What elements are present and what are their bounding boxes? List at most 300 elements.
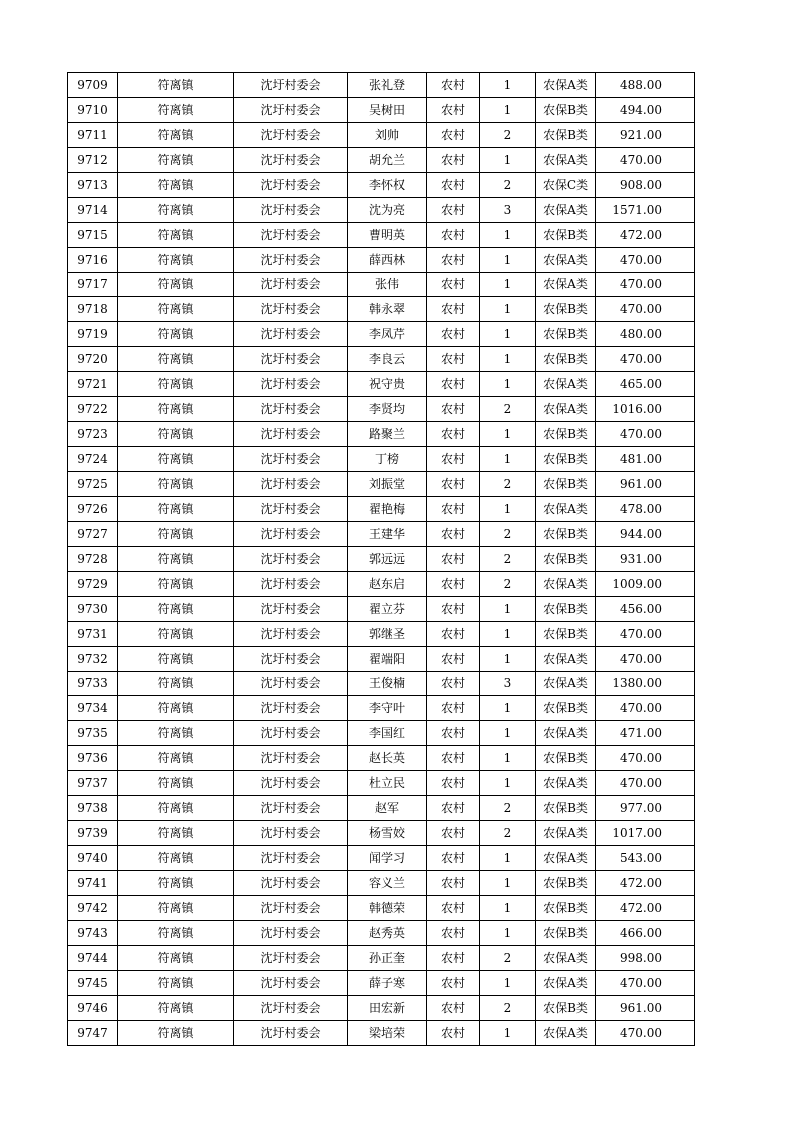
cell-category: 农保B类 (536, 222, 596, 247)
cell-type: 农村 (427, 147, 480, 172)
cell-village: 沈圩村委会 (234, 73, 348, 98)
cell-type: 农村 (427, 172, 480, 197)
cell-type: 农村 (427, 846, 480, 871)
table-row (68, 671, 695, 696)
cell-name: 张礼登 (348, 73, 427, 98)
cell-amount: 1016.00 (596, 397, 695, 422)
table-row (68, 347, 695, 372)
cell-category: 农保A类 (536, 721, 596, 746)
cell-name: 赵东启 (348, 571, 427, 596)
cell-name: 薛子寒 (348, 970, 427, 995)
table-row (68, 920, 695, 945)
cell-type: 农村 (427, 447, 480, 472)
cell-type: 农村 (427, 721, 480, 746)
cell-amount: 472.00 (596, 222, 695, 247)
table-row (68, 97, 695, 122)
cell-amount: 478.00 (596, 496, 695, 521)
cell-count: 2 (480, 122, 536, 147)
cell-amount: 470.00 (596, 621, 695, 646)
table-row (68, 372, 695, 397)
cell-id: 9738 (68, 796, 118, 821)
cell-name: 李凤芹 (348, 322, 427, 347)
cell-village: 沈圩村委会 (234, 1020, 348, 1045)
cell-amount: 543.00 (596, 846, 695, 871)
cell-town: 符离镇 (118, 596, 234, 621)
cell-count: 1 (480, 596, 536, 621)
cell-count: 1 (480, 771, 536, 796)
table-row (68, 397, 695, 422)
cell-id: 9715 (68, 222, 118, 247)
cell-type: 农村 (427, 397, 480, 422)
table-row (68, 272, 695, 297)
cell-id: 9736 (68, 746, 118, 771)
cell-id: 9743 (68, 920, 118, 945)
cell-village: 沈圩村委会 (234, 920, 348, 945)
cell-town: 符离镇 (118, 447, 234, 472)
cell-count: 3 (480, 671, 536, 696)
table-row (68, 696, 695, 721)
cell-category: 农保A类 (536, 771, 596, 796)
cell-village: 沈圩村委会 (234, 771, 348, 796)
cell-type: 农村 (427, 671, 480, 696)
cell-town: 符离镇 (118, 521, 234, 546)
cell-count: 2 (480, 472, 536, 497)
cell-count: 1 (480, 97, 536, 122)
cell-count: 1 (480, 746, 536, 771)
cell-type: 农村 (427, 222, 480, 247)
cell-name: 郭继圣 (348, 621, 427, 646)
cell-count: 1 (480, 970, 536, 995)
cell-category: 农保B类 (536, 596, 596, 621)
cell-count: 1 (480, 297, 536, 322)
cell-count: 2 (480, 821, 536, 846)
cell-name: 吴树田 (348, 97, 427, 122)
cell-type: 农村 (427, 521, 480, 546)
cell-type: 农村 (427, 322, 480, 347)
cell-town: 符离镇 (118, 871, 234, 896)
cell-amount: 480.00 (596, 322, 695, 347)
cell-count: 2 (480, 546, 536, 571)
cell-category: 农保B类 (536, 895, 596, 920)
cell-name: 曹明英 (348, 222, 427, 247)
cell-name: 路聚兰 (348, 422, 427, 447)
cell-name: 李国红 (348, 721, 427, 746)
cell-name: 沈为亮 (348, 197, 427, 222)
cell-amount: 470.00 (596, 646, 695, 671)
table-row (68, 571, 695, 596)
cell-town: 符离镇 (118, 322, 234, 347)
cell-amount: 1571.00 (596, 197, 695, 222)
cell-type: 农村 (427, 920, 480, 945)
table-row (68, 646, 695, 671)
cell-village: 沈圩村委会 (234, 147, 348, 172)
cell-count: 1 (480, 147, 536, 172)
cell-id: 9744 (68, 945, 118, 970)
cell-name: 刘帅 (348, 122, 427, 147)
cell-id: 9719 (68, 322, 118, 347)
cell-type: 农村 (427, 970, 480, 995)
cell-id: 9722 (68, 397, 118, 422)
cell-category: 农保B类 (536, 995, 596, 1020)
cell-type: 农村 (427, 895, 480, 920)
cell-town: 符离镇 (118, 796, 234, 821)
cell-amount: 931.00 (596, 546, 695, 571)
cell-category: 农保B类 (536, 347, 596, 372)
cell-category: 农保B类 (536, 97, 596, 122)
cell-category: 农保C类 (536, 172, 596, 197)
cell-category: 农保B类 (536, 422, 596, 447)
cell-village: 沈圩村委会 (234, 546, 348, 571)
cell-name: 王俊楠 (348, 671, 427, 696)
cell-name: 韩德荣 (348, 895, 427, 920)
cell-id: 9732 (68, 646, 118, 671)
table-row (68, 721, 695, 746)
cell-category: 农保A类 (536, 970, 596, 995)
cell-id: 9710 (68, 97, 118, 122)
cell-count: 1 (480, 422, 536, 447)
cell-type: 农村 (427, 73, 480, 98)
table-row (68, 197, 695, 222)
cell-amount: 466.00 (596, 920, 695, 945)
cell-village: 沈圩村委会 (234, 397, 348, 422)
cell-amount: 944.00 (596, 521, 695, 546)
cell-town: 符离镇 (118, 920, 234, 945)
cell-name: 容义兰 (348, 871, 427, 896)
cell-id: 9717 (68, 272, 118, 297)
cell-category: 农保B类 (536, 122, 596, 147)
table-row (68, 73, 695, 98)
cell-count: 1 (480, 646, 536, 671)
table-row (68, 995, 695, 1020)
cell-name: 赵秀英 (348, 920, 427, 945)
table-row (68, 172, 695, 197)
cell-town: 符离镇 (118, 222, 234, 247)
cell-town: 符离镇 (118, 122, 234, 147)
cell-town: 符离镇 (118, 721, 234, 746)
cell-type: 农村 (427, 97, 480, 122)
cell-count: 1 (480, 347, 536, 372)
cell-village: 沈圩村委会 (234, 122, 348, 147)
cell-id: 9745 (68, 970, 118, 995)
cell-count: 2 (480, 172, 536, 197)
cell-town: 符离镇 (118, 846, 234, 871)
cell-town: 符离镇 (118, 496, 234, 521)
cell-category: 农保B类 (536, 472, 596, 497)
cell-id: 9716 (68, 247, 118, 272)
cell-amount: 488.00 (596, 73, 695, 98)
cell-count: 1 (480, 73, 536, 98)
cell-type: 农村 (427, 197, 480, 222)
cell-amount: 961.00 (596, 995, 695, 1020)
cell-id: 9726 (68, 496, 118, 521)
cell-count: 1 (480, 322, 536, 347)
cell-category: 农保B类 (536, 297, 596, 322)
cell-type: 农村 (427, 122, 480, 147)
cell-id: 9714 (68, 197, 118, 222)
cell-type: 农村 (427, 372, 480, 397)
table-row (68, 621, 695, 646)
cell-id: 9741 (68, 871, 118, 896)
cell-amount: 470.00 (596, 272, 695, 297)
table-row (68, 447, 695, 472)
cell-amount: 465.00 (596, 372, 695, 397)
cell-village: 沈圩村委会 (234, 871, 348, 896)
cell-amount: 472.00 (596, 871, 695, 896)
cell-amount: 470.00 (596, 746, 695, 771)
cell-amount: 470.00 (596, 297, 695, 322)
cell-category: 农保A类 (536, 646, 596, 671)
cell-amount: 1380.00 (596, 671, 695, 696)
cell-amount: 481.00 (596, 447, 695, 472)
cell-type: 农村 (427, 746, 480, 771)
cell-category: 农保A类 (536, 1020, 596, 1045)
cell-village: 沈圩村委会 (234, 945, 348, 970)
cell-village: 沈圩村委会 (234, 422, 348, 447)
cell-name: 刘振堂 (348, 472, 427, 497)
cell-id: 9742 (68, 895, 118, 920)
cell-amount: 470.00 (596, 247, 695, 272)
cell-count: 2 (480, 796, 536, 821)
cell-type: 农村 (427, 347, 480, 372)
table-row (68, 970, 695, 995)
cell-category: 农保A类 (536, 846, 596, 871)
table-row (68, 147, 695, 172)
cell-id: 9747 (68, 1020, 118, 1045)
cell-type: 农村 (427, 646, 480, 671)
cell-town: 符离镇 (118, 970, 234, 995)
cell-name: 李怀权 (348, 172, 427, 197)
cell-town: 符离镇 (118, 696, 234, 721)
cell-town: 符离镇 (118, 571, 234, 596)
cell-category: 农保B类 (536, 696, 596, 721)
cell-type: 农村 (427, 297, 480, 322)
cell-id: 9721 (68, 372, 118, 397)
cell-type: 农村 (427, 771, 480, 796)
cell-amount: 470.00 (596, 1020, 695, 1045)
cell-town: 符离镇 (118, 73, 234, 98)
table-row (68, 422, 695, 447)
cell-category: 农保A类 (536, 945, 596, 970)
cell-count: 3 (480, 197, 536, 222)
cell-category: 农保A类 (536, 821, 596, 846)
cell-name: 闻学习 (348, 846, 427, 871)
cell-name: 赵长英 (348, 746, 427, 771)
table-row (68, 796, 695, 821)
cell-amount: 470.00 (596, 696, 695, 721)
cell-id: 9723 (68, 422, 118, 447)
table-row (68, 895, 695, 920)
cell-village: 沈圩村委会 (234, 846, 348, 871)
cell-category: 农保B类 (536, 621, 596, 646)
table-row (68, 122, 695, 147)
cell-amount: 908.00 (596, 172, 695, 197)
cell-count: 1 (480, 1020, 536, 1045)
cell-count: 1 (480, 846, 536, 871)
cell-count: 1 (480, 372, 536, 397)
cell-village: 沈圩村委会 (234, 621, 348, 646)
cell-id: 9712 (68, 147, 118, 172)
table-row (68, 247, 695, 272)
cell-id: 9733 (68, 671, 118, 696)
cell-town: 符离镇 (118, 247, 234, 272)
cell-id: 9727 (68, 521, 118, 546)
cell-count: 2 (480, 397, 536, 422)
cell-category: 农保A类 (536, 247, 596, 272)
cell-town: 符离镇 (118, 546, 234, 571)
cell-category: 农保A类 (536, 671, 596, 696)
cell-category: 农保B类 (536, 447, 596, 472)
cell-count: 1 (480, 272, 536, 297)
cell-id: 9740 (68, 846, 118, 871)
cell-type: 农村 (427, 696, 480, 721)
cell-town: 符离镇 (118, 97, 234, 122)
cell-category: 农保A类 (536, 571, 596, 596)
cell-village: 沈圩村委会 (234, 247, 348, 272)
cell-name: 田宏新 (348, 995, 427, 1020)
cell-category: 农保B类 (536, 871, 596, 896)
cell-name: 杨雪姣 (348, 821, 427, 846)
table-row (68, 472, 695, 497)
table-row (68, 297, 695, 322)
cell-town: 符离镇 (118, 1020, 234, 1045)
cell-count: 2 (480, 521, 536, 546)
cell-village: 沈圩村委会 (234, 746, 348, 771)
cell-town: 符离镇 (118, 821, 234, 846)
cell-type: 农村 (427, 496, 480, 521)
cell-id: 9746 (68, 995, 118, 1020)
cell-type: 农村 (427, 247, 480, 272)
cell-name: 韩永翠 (348, 297, 427, 322)
cell-amount: 977.00 (596, 796, 695, 821)
cell-town: 符离镇 (118, 472, 234, 497)
cell-category: 农保A类 (536, 272, 596, 297)
cell-village: 沈圩村委会 (234, 447, 348, 472)
cell-name: 梁培荣 (348, 1020, 427, 1045)
cell-amount: 921.00 (596, 122, 695, 147)
cell-amount: 470.00 (596, 970, 695, 995)
table-row (68, 596, 695, 621)
cell-category: 农保A类 (536, 73, 596, 98)
cell-village: 沈圩村委会 (234, 821, 348, 846)
cell-village: 沈圩村委会 (234, 995, 348, 1020)
cell-count: 1 (480, 696, 536, 721)
cell-village: 沈圩村委会 (234, 696, 348, 721)
cell-name: 翟艳梅 (348, 496, 427, 521)
cell-amount: 1009.00 (596, 571, 695, 596)
table-row (68, 322, 695, 347)
cell-id: 9711 (68, 122, 118, 147)
cell-id: 9728 (68, 546, 118, 571)
cell-village: 沈圩村委会 (234, 97, 348, 122)
cell-type: 农村 (427, 546, 480, 571)
cell-village: 沈圩村委会 (234, 571, 348, 596)
cell-type: 农村 (427, 596, 480, 621)
cell-amount: 1017.00 (596, 821, 695, 846)
cell-count: 1 (480, 920, 536, 945)
cell-id: 9720 (68, 347, 118, 372)
cell-category: 农保A类 (536, 397, 596, 422)
table-row (68, 1020, 695, 1045)
cell-id: 9730 (68, 596, 118, 621)
cell-town: 符离镇 (118, 297, 234, 322)
cell-name: 李良云 (348, 347, 427, 372)
cell-town: 符离镇 (118, 671, 234, 696)
cell-village: 沈圩村委会 (234, 796, 348, 821)
table-row (68, 945, 695, 970)
cell-amount: 470.00 (596, 771, 695, 796)
table-row (68, 746, 695, 771)
cell-category: 农保B类 (536, 920, 596, 945)
cell-count: 1 (480, 721, 536, 746)
cell-town: 符离镇 (118, 746, 234, 771)
cell-village: 沈圩村委会 (234, 970, 348, 995)
cell-id: 9718 (68, 297, 118, 322)
cell-category: 农保A类 (536, 147, 596, 172)
cell-name: 胡允兰 (348, 147, 427, 172)
cell-village: 沈圩村委会 (234, 472, 348, 497)
cell-category: 农保B类 (536, 521, 596, 546)
cell-id: 9709 (68, 73, 118, 98)
cell-name: 翟立芬 (348, 596, 427, 621)
cell-count: 1 (480, 895, 536, 920)
cell-town: 符离镇 (118, 397, 234, 422)
cell-town: 符离镇 (118, 422, 234, 447)
cell-town: 符离镇 (118, 272, 234, 297)
cell-type: 农村 (427, 945, 480, 970)
cell-town: 符离镇 (118, 197, 234, 222)
cell-town: 符离镇 (118, 945, 234, 970)
cell-amount: 456.00 (596, 596, 695, 621)
cell-id: 9725 (68, 472, 118, 497)
cell-village: 沈圩村委会 (234, 521, 348, 546)
cell-id: 9729 (68, 571, 118, 596)
cell-id: 9713 (68, 172, 118, 197)
cell-amount: 470.00 (596, 422, 695, 447)
cell-village: 沈圩村委会 (234, 297, 348, 322)
cell-amount: 470.00 (596, 347, 695, 372)
table-row (68, 871, 695, 896)
cell-count: 1 (480, 496, 536, 521)
cell-name: 李守叶 (348, 696, 427, 721)
cell-name: 翟端阳 (348, 646, 427, 671)
cell-type: 农村 (427, 422, 480, 447)
cell-category: 农保A类 (536, 372, 596, 397)
table-row (68, 222, 695, 247)
table-row (68, 821, 695, 846)
cell-id: 9737 (68, 771, 118, 796)
cell-count: 2 (480, 571, 536, 596)
cell-type: 农村 (427, 272, 480, 297)
cell-town: 符离镇 (118, 621, 234, 646)
cell-amount: 494.00 (596, 97, 695, 122)
cell-name: 薛西林 (348, 247, 427, 272)
cell-name: 王建华 (348, 521, 427, 546)
cell-town: 符离镇 (118, 372, 234, 397)
cell-category: 农保A类 (536, 197, 596, 222)
cell-village: 沈圩村委会 (234, 172, 348, 197)
cell-id: 9735 (68, 721, 118, 746)
cell-village: 沈圩村委会 (234, 721, 348, 746)
cell-type: 农村 (427, 571, 480, 596)
cell-name: 李贤均 (348, 397, 427, 422)
cell-village: 沈圩村委会 (234, 322, 348, 347)
cell-category: 农保B类 (536, 546, 596, 571)
cell-count: 1 (480, 871, 536, 896)
cell-village: 沈圩村委会 (234, 222, 348, 247)
cell-count: 2 (480, 945, 536, 970)
cell-amount: 470.00 (596, 147, 695, 172)
cell-name: 张伟 (348, 272, 427, 297)
